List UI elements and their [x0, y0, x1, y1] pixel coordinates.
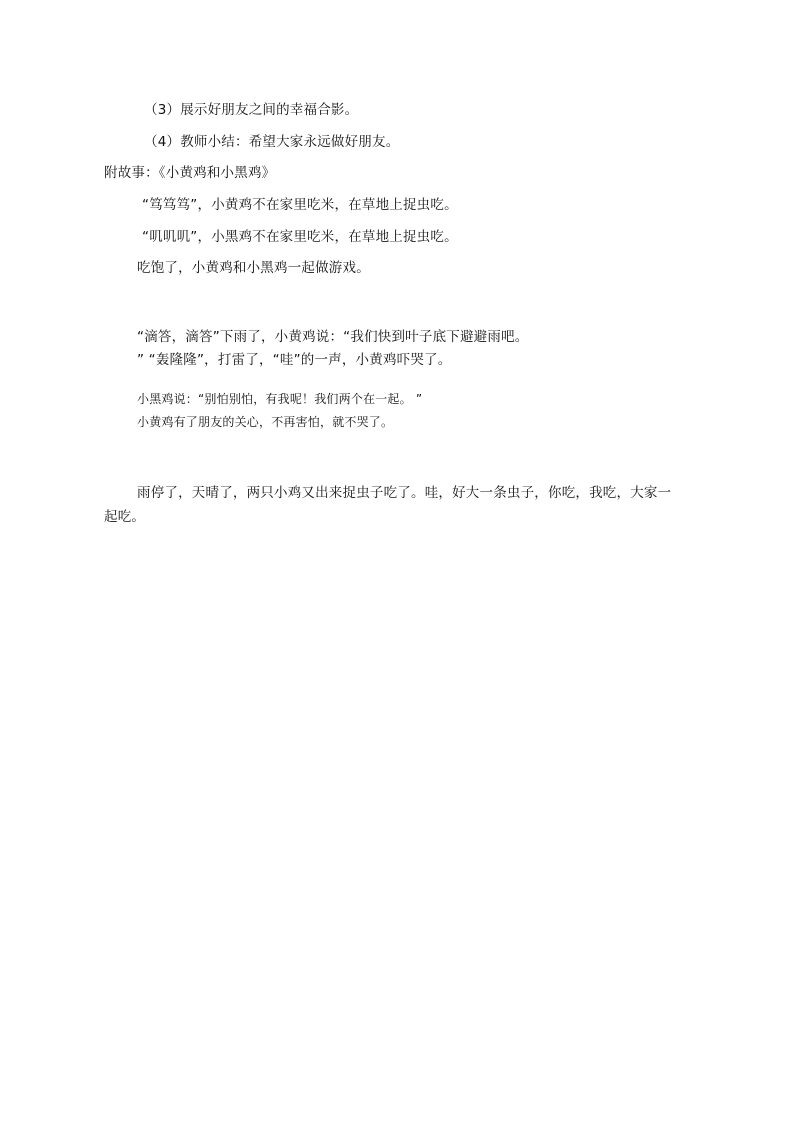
story-line-1: “笃笃笃”，小黄鸡不在家里吃米，在草地上捉虫吃。	[142, 197, 458, 213]
story-line-7: 小黄鸡有了朋友的关心，不再害怕，就不哭了。	[137, 415, 394, 429]
paragraph-step-4: （4）教师小结：希望大家永远做好朋友。	[144, 134, 400, 150]
paragraph-step-3: （3）展示好朋友之间的幸福合影。	[144, 102, 359, 118]
story-line-4: “滴答，滴答”下雨了，小黄鸡说：“我们快到叶子底下避避雨吧。	[137, 329, 529, 345]
story-line-3: 吃饱了，小黄鸡和小黑鸡一起做游戏。	[137, 260, 370, 276]
story-title: 附故事：《小黄鸡和小黑鸡》	[104, 165, 276, 181]
story-line-2: “叽叽叽”，小黑鸡不在家里吃米，在草地上捉虫吃。	[142, 229, 458, 245]
story-line-8-continued: 起吃。	[104, 509, 146, 525]
story-line-6: 小黑鸡说：“别怕别怕，有我呢！我们两个在一起。 ”	[137, 392, 423, 406]
story-line-8: 雨停了，天晴了，两只小鸡又出来捉虫子吃了。哇，好大一条虫子，你吃，我吃，大家一	[137, 485, 672, 501]
story-line-5: ” “轰隆隆”，打雷了，“哇”的一声，小黄鸡吓哭了。	[137, 352, 452, 368]
